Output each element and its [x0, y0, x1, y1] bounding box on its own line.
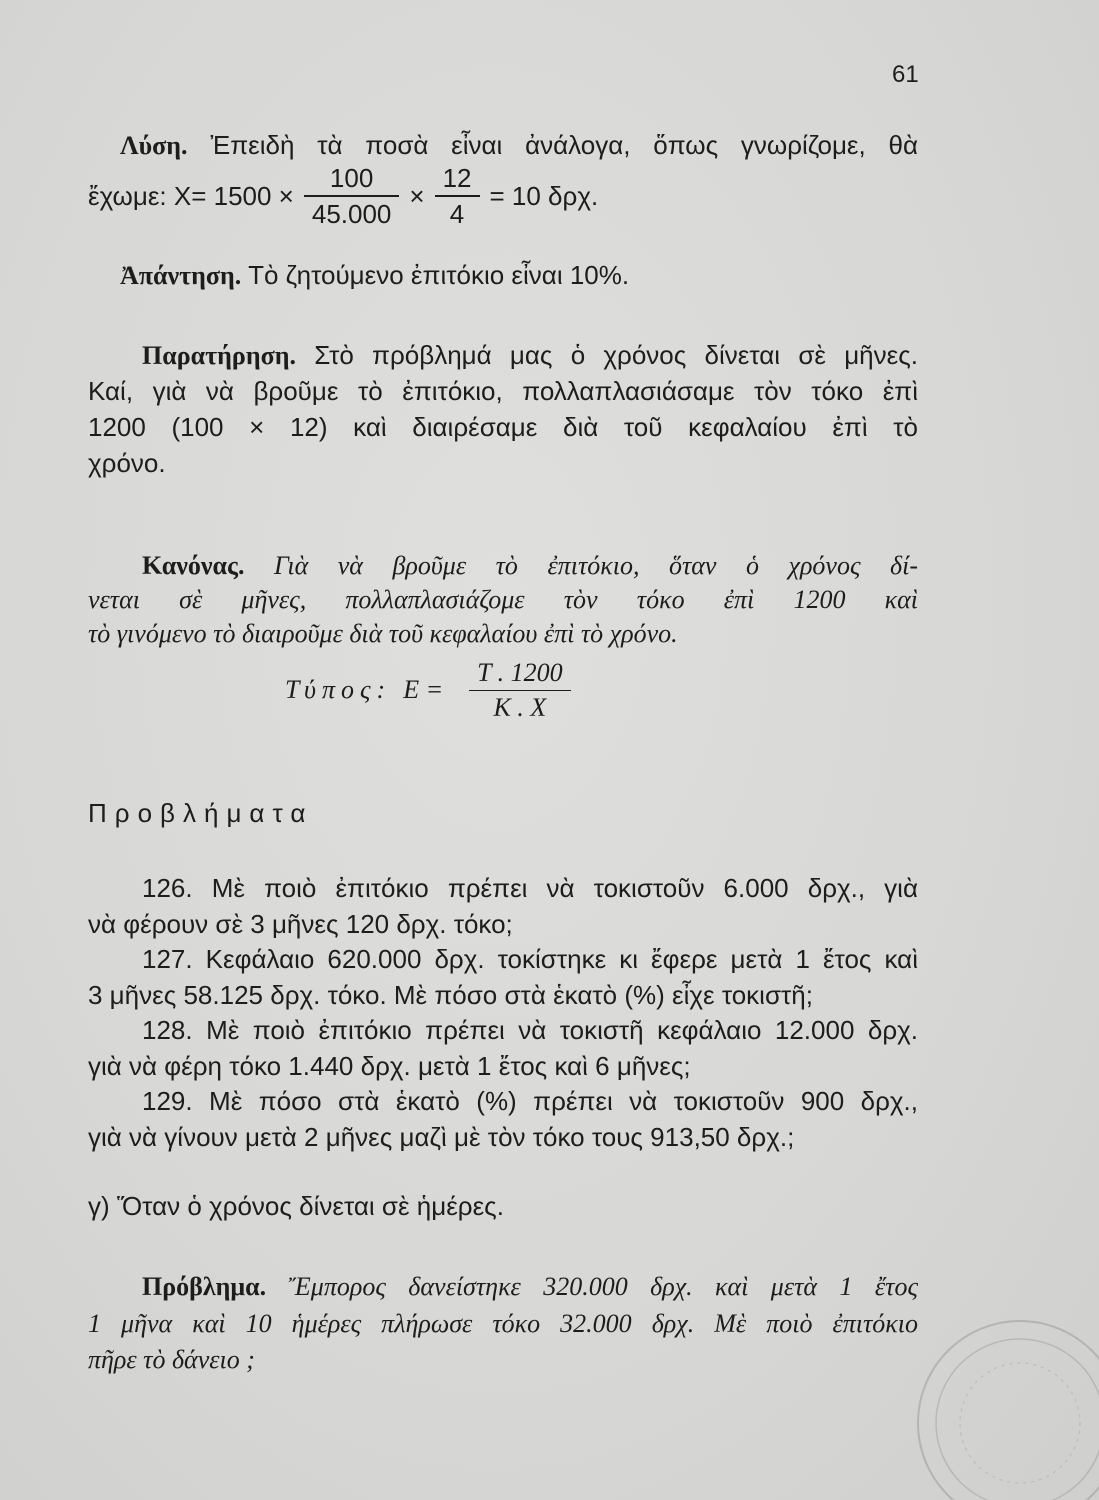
example-line: 1 μῆνα καὶ 10 ἡμέρες πλήρωσε τόκο 32.000 δρχ. Μὲ ποιὸ ἐπιτόκιο	[88, 1308, 918, 1338]
problem-number: 129.	[142, 1086, 193, 1116]
example-line	[88, 1269, 918, 1306]
observation-paragraph	[88, 337, 918, 481]
fraction-1-denominator: 45.000	[304, 195, 400, 231]
problem-line	[88, 942, 918, 978]
problem-line: 3 μῆνες 58.125 δρχ. τόκο. Μὲ πόσο στὰ ἑκατὸ (%) εἶχε τοκιστῆ;	[88, 979, 813, 1010]
observation-label: Παρατήρηση.	[142, 341, 296, 370]
formula-fraction	[469, 656, 571, 725]
formula-numerator: Τ . 1200	[477, 657, 563, 687]
problem-text: Μὲ πόσο στὰ ἑκατὸ (%) πρέπει νὰ τοκιστοῦν 900 δρχ.,	[209, 1086, 918, 1116]
problem-line: γιὰ νὰ γίνουν μετὰ 2 μῆνες μαζὶ μὲ τὸν τόκο τους 913,50 δρχ.;	[88, 1121, 795, 1152]
problems-heading: Προβλήματα	[88, 798, 314, 828]
equation-result: = 10 δρχ.	[489, 180, 599, 211]
example-text: Ἔμπορος δανείστηκε 320.000 δρχ. καὶ μετὰ 1 ἔτος	[288, 1272, 918, 1301]
problem-line	[88, 1013, 918, 1049]
observation-line: χρόνο.	[88, 448, 166, 478]
rule-line: νεται σὲ μῆνες, πολλαπλασιάζομε τὸν τόκο ἐπὶ 1200 καὶ	[88, 585, 918, 614]
observation-line: 1200 (100 × 12) καὶ διαιρέσαμε διὰ τοῦ κεφαλαίου ἐπὶ τὸ	[88, 412, 918, 442]
fraction-2-numerator: 12	[442, 163, 472, 193]
equation-prefix: ἔχωμε: Χ= 1500 ×	[88, 180, 294, 211]
problem-number: 126.	[142, 873, 193, 903]
library-stamp	[905, 1295, 1099, 1500]
formula-denominator: Κ . Χ	[469, 690, 571, 725]
rule-label: Κανόνας.	[142, 551, 245, 580]
formula-label: Τύπος:	[285, 675, 392, 704]
solution-text: Ἐπειδὴ τὰ ποσὰ εἶναι ἀνάλογα, ὅπως γνωρίζομε, θὰ	[210, 130, 918, 160]
problem-list	[88, 871, 918, 1155]
answer-label: Ἀπάντηση.	[120, 261, 242, 290]
fraction-2-denominator: 4	[435, 195, 480, 231]
example-label: Πρόβλημα.	[142, 1272, 267, 1301]
example-problem	[88, 1269, 918, 1379]
page-number: 61	[892, 61, 919, 88]
section-c-heading: γ) Ὅταν ὁ χρόνος δίνεται σὲ ἡμέρες.	[88, 1191, 504, 1221]
rule-line	[88, 549, 918, 583]
problem-line: νὰ φέρουν σὲ 3 μῆνες 120 δρχ. τόκο;	[88, 908, 513, 939]
problem-text: Μὲ ποιὸ ἐπιτόκιο πρέπει νὰ τοκιστῆ κεφάλαιο 12.000 δρχ.	[206, 1015, 918, 1045]
problem-number: 127.	[142, 944, 193, 974]
problem-text: Κεφάλαιο 620.000 δρχ. τοκίστηκε κι ἔφερε μετὰ 1 ἔτος καὶ	[205, 944, 918, 974]
problem-line: γιὰ νὰ φέρη τόκο 1.440 δρχ. μετὰ 1 ἔτος καὶ 6 μῆνες;	[88, 1050, 691, 1081]
rule-text: Γιὰ νὰ βροῦμε τὸ ἐπιτόκιο, ὅταν ὁ χρόνος δί-	[273, 551, 919, 580]
equation-fraction-1	[304, 161, 400, 231]
fraction-1-numerator: 100	[329, 163, 374, 193]
rule-paragraph	[88, 549, 918, 651]
solution-equation	[88, 158, 598, 234]
equation-operator: ×	[409, 180, 425, 211]
rule-formula	[285, 652, 581, 728]
rule-line: τὸ γινόμενο τὸ διαιροῦμε διὰ τοῦ κεφαλαίου ἐπὶ τὸ χρόνο.	[88, 619, 678, 648]
observation-line	[88, 337, 918, 373]
answer-text: Τὸ ζητούμενο ἐπιτόκιο εἶναι 10%.	[248, 260, 630, 290]
observation-text: Στὸ πρόβλημά μας ὁ χρόνος δίνεται σὲ μῆνες.	[314, 340, 918, 370]
answer-paragraph	[88, 257, 918, 293]
equation-fraction-2	[435, 161, 480, 231]
problem-line	[88, 1084, 918, 1120]
formula-lhs: Ε =	[403, 675, 444, 704]
example-line: πῆρε τὸ δάνειο ;	[88, 1345, 255, 1374]
solution-label: Λύση.	[120, 131, 188, 160]
answer-line	[88, 257, 918, 293]
observation-line: Καί, γιὰ νὰ βροῦμε τὸ ἐπιτόκιο, πολλαπλασιάσαμε τὸν τόκο ἐπὶ	[88, 376, 918, 406]
problem-number: 128.	[142, 1015, 193, 1045]
problem-text: Μὲ ποιὸ ἐπιτόκιο πρέπει νὰ τοκιστοῦν 6.000 δρχ., γιὰ	[211, 873, 918, 903]
problem-line	[88, 871, 918, 907]
